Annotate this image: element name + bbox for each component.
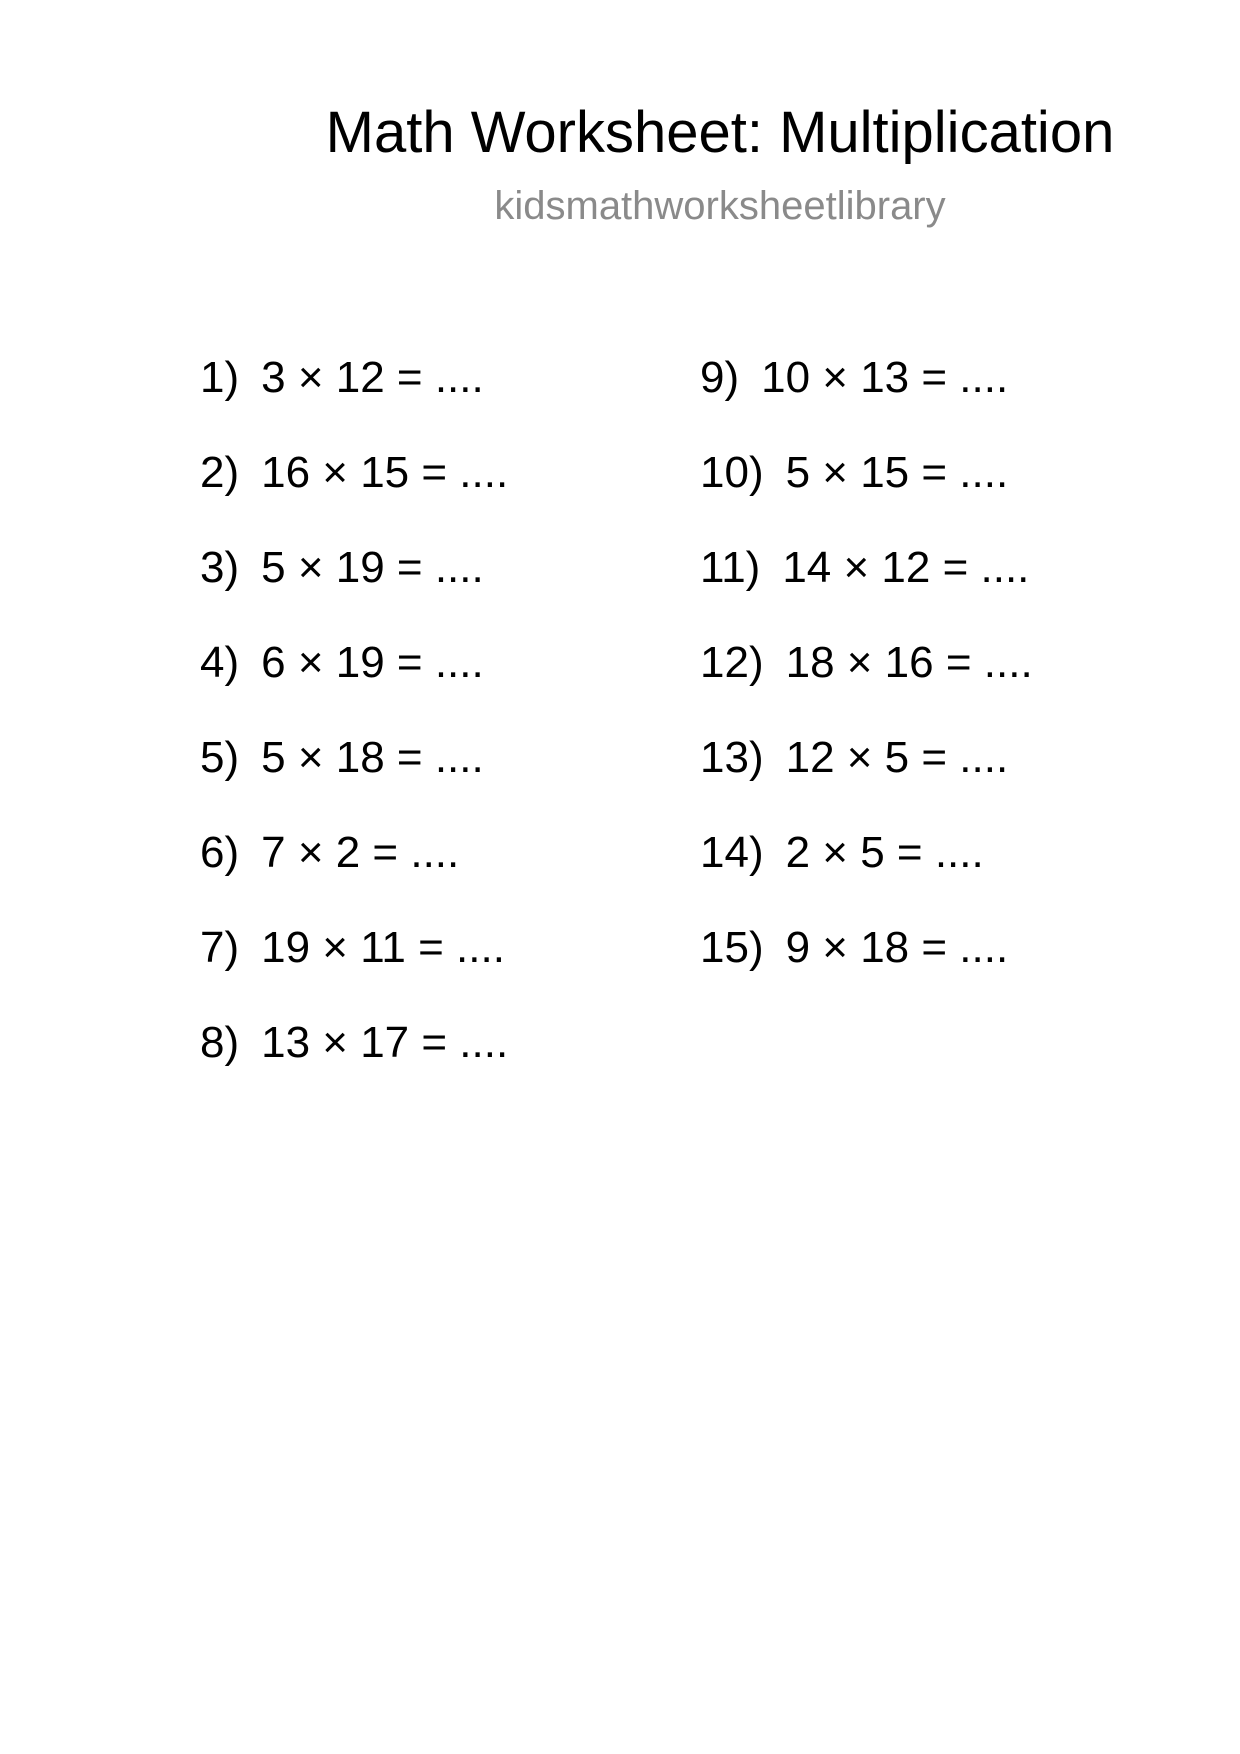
problem-number: 4) bbox=[200, 638, 240, 687]
problem-number: 6) bbox=[200, 828, 240, 877]
problem-expression: 10 × 13 = .... bbox=[761, 353, 1009, 402]
problem-expression: 16 × 15 = .... bbox=[261, 448, 509, 497]
problem-expression: 5 × 19 = .... bbox=[261, 543, 484, 592]
problem-item bbox=[200, 447, 508, 542]
problem-item bbox=[700, 637, 1033, 732]
problem-item bbox=[200, 732, 508, 827]
problems-column-left bbox=[200, 352, 508, 1112]
problem-number: 2) bbox=[200, 448, 240, 497]
problem-item bbox=[200, 827, 508, 922]
problem-number: 8) bbox=[200, 1018, 240, 1067]
page-title: Math Worksheet: Multiplication bbox=[325, 100, 1115, 165]
problem-item bbox=[700, 827, 1033, 922]
problem-number: 5) bbox=[200, 733, 240, 782]
problem-expression: 3 × 12 = .... bbox=[261, 353, 484, 402]
problem-number: 15) bbox=[700, 923, 764, 972]
problem-expression: 14 × 12 = .... bbox=[782, 543, 1030, 592]
problem-expression: 7 × 2 = .... bbox=[261, 828, 460, 877]
problem-expression: 6 × 19 = .... bbox=[261, 638, 484, 687]
problem-expression: 2 × 5 = .... bbox=[785, 828, 984, 877]
problem-item bbox=[700, 732, 1033, 827]
problem-number: 14) bbox=[700, 828, 764, 877]
problem-expression: 5 × 15 = .... bbox=[785, 448, 1009, 497]
problem-number: 10) bbox=[700, 448, 764, 497]
problem-item bbox=[200, 1017, 508, 1112]
problem-expression: 12 × 5 = .... bbox=[785, 733, 1009, 782]
problem-item bbox=[200, 637, 508, 732]
problem-expression: 19 × 11 = .... bbox=[261, 923, 505, 972]
problem-item bbox=[700, 922, 1033, 1017]
problem-item bbox=[700, 352, 1033, 447]
problems-column-right bbox=[700, 352, 1033, 1017]
problem-item bbox=[700, 542, 1033, 637]
problem-number: 13) bbox=[700, 733, 764, 782]
problem-item bbox=[200, 542, 508, 637]
problem-number: 12) bbox=[700, 638, 764, 687]
problem-number: 9) bbox=[700, 353, 740, 402]
problem-expression: 13 × 17 = .... bbox=[261, 1018, 509, 1067]
problem-item bbox=[700, 447, 1033, 542]
page-subtitle: kidsmathworksheetlibrary bbox=[494, 184, 946, 228]
problem-number: 3) bbox=[200, 543, 240, 592]
problem-expression: 18 × 16 = .... bbox=[785, 638, 1033, 687]
problem-expression: 5 × 18 = .... bbox=[261, 733, 484, 782]
problem-item bbox=[200, 352, 508, 447]
problem-number: 11) bbox=[700, 543, 761, 592]
problem-item bbox=[200, 922, 508, 1017]
problem-expression: 9 × 18 = .... bbox=[785, 923, 1009, 972]
problem-number: 7) bbox=[200, 923, 240, 972]
problem-number: 1) bbox=[200, 353, 240, 402]
